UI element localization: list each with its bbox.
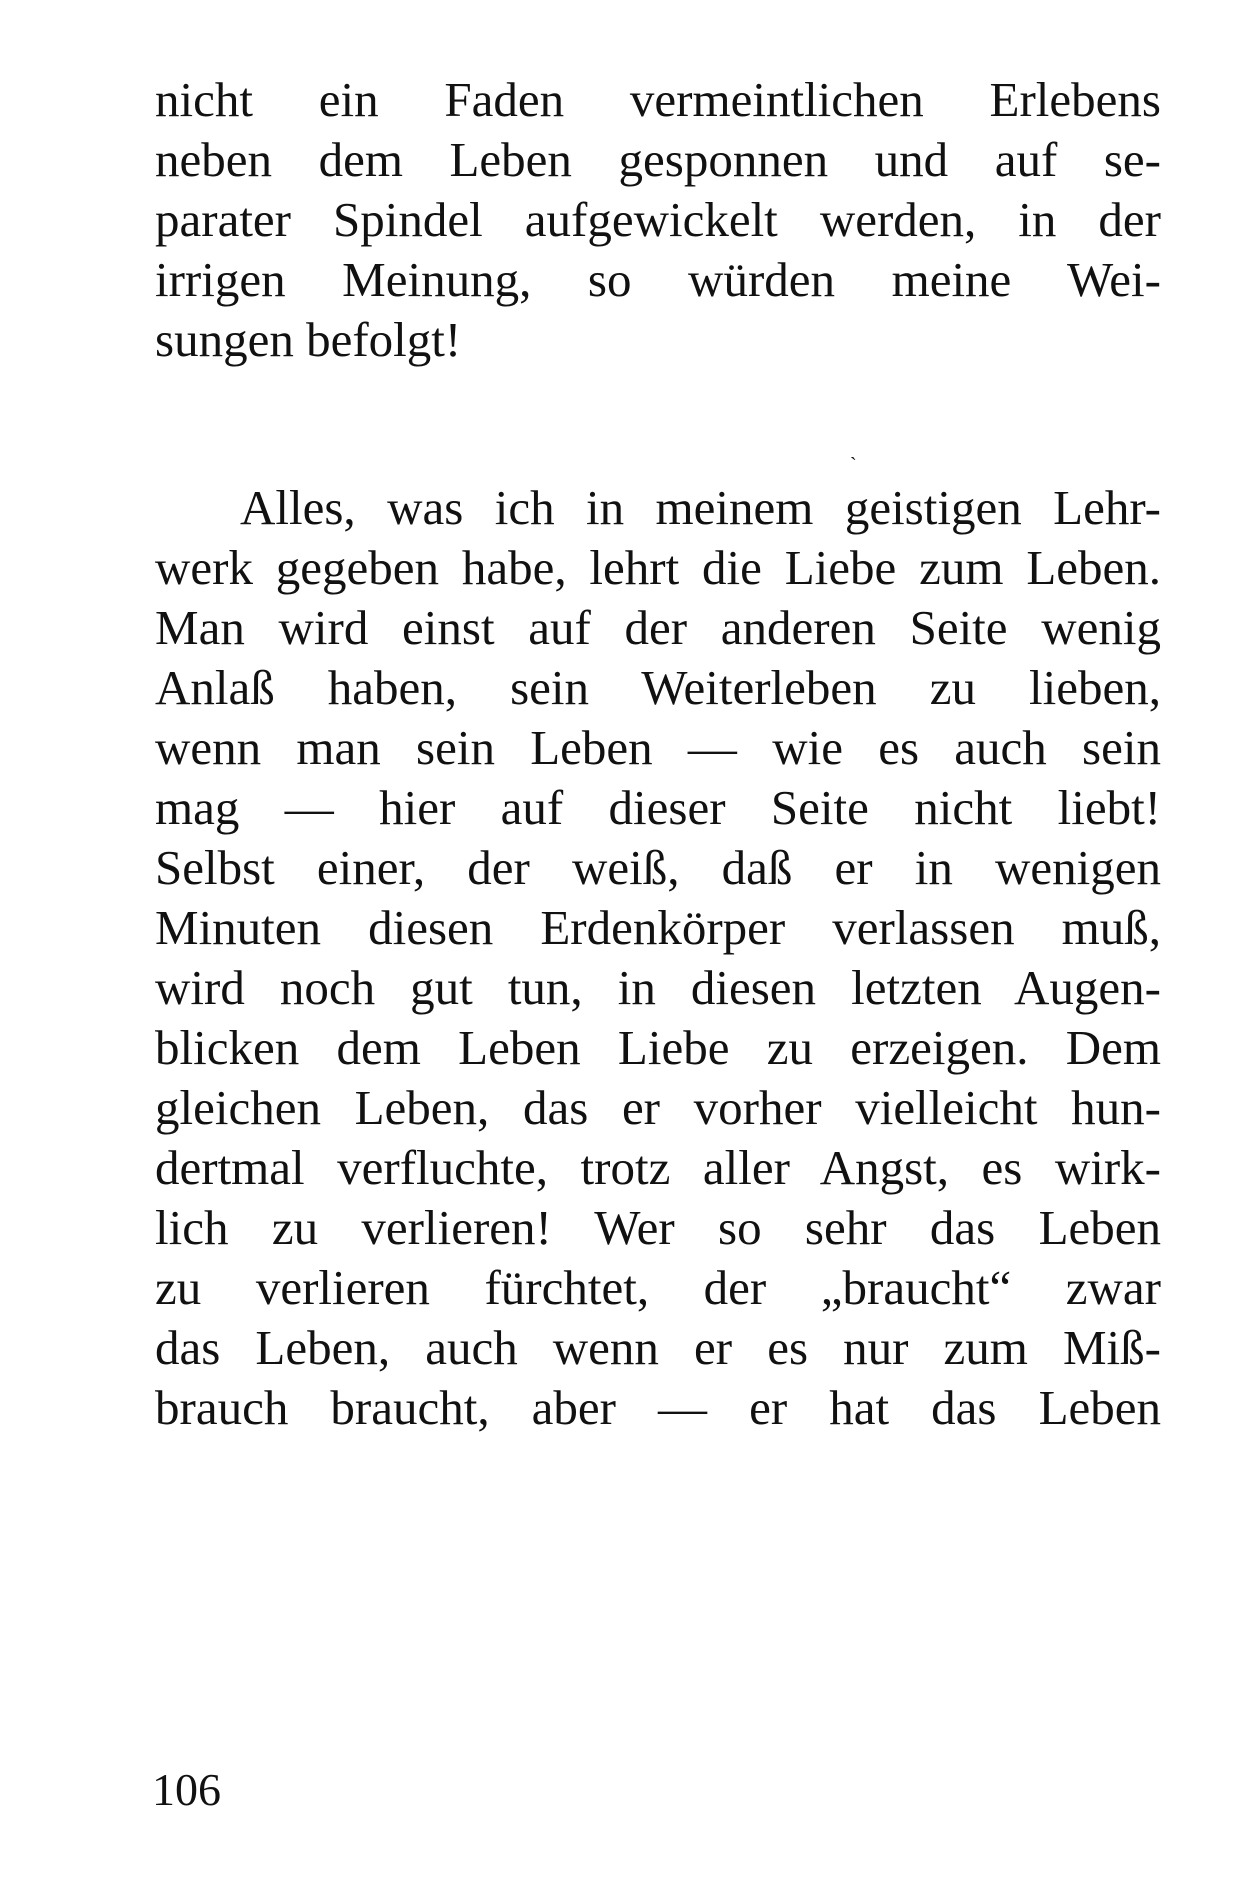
text-line: brauch braucht, aber — er hat das Leben [155, 1380, 1161, 1435]
text-line: Minuten diesen Erdenkörper verlassen muß, [155, 900, 1161, 955]
text-line: dertmal verfluchte, trotz aller Angst, es wirk- [155, 1140, 1161, 1195]
text-line: werk gegeben habe, lehrt die Liebe zum Leben. [155, 540, 1161, 595]
text-line: Man wird einst auf der anderen Seite wenig [155, 600, 1161, 655]
text-line: nicht ein Faden vermeintlichen Erlebens [155, 72, 1161, 127]
text-line: Alles, was ich in meinem geistigen Lehr- [240, 480, 1161, 535]
text-line: Selbst einer, der weiß, daß er in wenigen [155, 840, 1161, 895]
text-line: wird noch gut tun, in diesen letzten Augen- [155, 960, 1161, 1015]
text-line: neben dem Leben gesponnen und auf se- [155, 132, 1161, 187]
text-line: blicken dem Leben Liebe zu erzeigen. Dem [155, 1020, 1161, 1075]
text-line: mag — hier auf dieser Seite nicht liebt! [155, 780, 1161, 835]
text-line: sungen befolgt! [155, 312, 462, 367]
text-line: das Leben, auch wenn er es nur zum Miß- [155, 1320, 1161, 1375]
text-line: lich zu verlieren! Wer so sehr das Leben [155, 1200, 1161, 1255]
text-line: parater Spindel aufgewickelt werden, in der [155, 192, 1161, 247]
text-line: zu verlieren fürchtet, der „braucht“ zwar [155, 1260, 1161, 1315]
text-line: wenn man sein Leben — wie es auch sein [155, 720, 1161, 775]
text-line: Anlaß haben, sein Weiterleben zu lieben, [155, 660, 1161, 715]
separator-mark: ˋ [850, 454, 857, 476]
text-line: gleichen Leben, das er vorher vielleicht hun- [155, 1080, 1161, 1135]
page-number: 106 [152, 1764, 221, 1815]
text-line: irrigen Meinung, so würden meine Wei- [155, 252, 1161, 307]
